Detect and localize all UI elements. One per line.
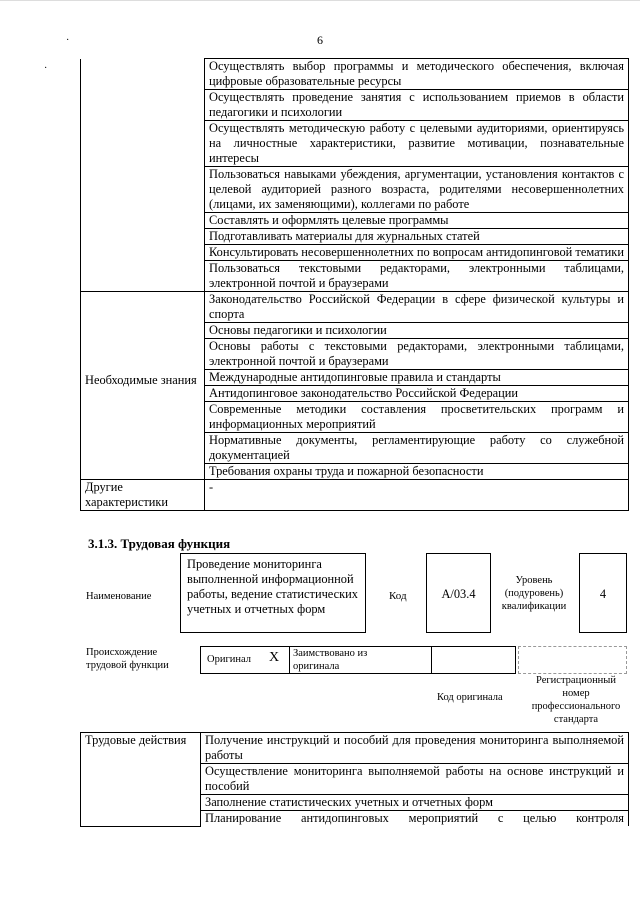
- labor-actions-table: [80, 732, 629, 827]
- knowledge-row: Международные антидопинговые правила и стандарты: [205, 370, 629, 386]
- code-original-label: Код оригинала: [437, 692, 503, 703]
- labor-action-row: Заполнение статистических учетных и отчетных форм: [201, 795, 629, 811]
- level-value-box: [579, 553, 627, 633]
- skill-row: Осуществлять методическую работу с целевыми аудиториями, ориентируясь на личностные характеристики, развитие мотивации, познавательные интересы: [205, 121, 629, 167]
- other-characteristics-label: Другие характеристики: [81, 480, 205, 511]
- scan-top-edge: [0, 0, 640, 2]
- level-value: 4: [599, 587, 607, 601]
- other-characteristics-value: -: [205, 480, 629, 511]
- scan-speck: ·: [44, 63, 48, 74]
- scan-speck: ·: [66, 35, 70, 46]
- knowledge-row: Основы педагогики и психологии: [205, 323, 629, 339]
- skills-knowledge-table: [80, 58, 629, 511]
- labor-action-row: Осуществление мониторинга выполняемой работы на основе инструкций и пособий: [201, 764, 629, 795]
- origin-box: [200, 646, 516, 674]
- skill-row: Подготавливать материалы для журнальных статей: [205, 229, 629, 245]
- knowledge-row: Законодательство Российской Федерации в сфере физической культуры и спорта: [205, 292, 629, 323]
- origin-label: Происхождение трудовой функции: [86, 647, 169, 671]
- knowledge-row: Основы работы с текстовыми редакторами, электронными таблицами, электронной почтой и браузерами: [205, 339, 629, 370]
- section-title: 3.1.3. Трудовая функция: [88, 536, 231, 551]
- skill-row: Осуществлять выбор программы и методического обеспечения, включая цифровые образовательные ресурсы: [205, 59, 629, 90]
- skills-label-cell: [81, 59, 205, 292]
- skill-row: Составлять и оформлять целевые программы: [205, 213, 629, 229]
- reg-number-box: [518, 646, 627, 674]
- code-label: Код: [389, 590, 407, 602]
- labor-actions-label: Трудовые действия: [81, 733, 201, 827]
- labor-action-row: Получение инструкций и пособий для проведения мониторинга выполняемой работы: [201, 733, 629, 764]
- knowledge-label: Необходимые знания: [81, 292, 205, 480]
- skill-row: Консультировать несовершеннолетних по вопросам антидопинговой тематики: [205, 245, 629, 261]
- skill-row: Пользоваться текстовыми редакторами, электронными таблицами, электронной почтой и браузерами: [205, 261, 629, 292]
- name-value: Проведение мониторинга выполненной информационной работы, ведение статистических учетных и отчетных форм: [187, 557, 358, 616]
- skill-row: Осуществлять проведение занятия с использованием приемов в области педагогики и психологии: [205, 90, 629, 121]
- code-value: А/03.4: [441, 587, 476, 601]
- reg-number-label: Регистрационный номер профессионального стандарта: [531, 675, 621, 725]
- original-mark: X: [269, 650, 280, 665]
- knowledge-row: Требования охраны труда и пожарной безопасности: [205, 464, 629, 480]
- origin-divider: [289, 647, 290, 673]
- knowledge-row: Современные методики составления просветительских программ и информационных мероприятий: [205, 402, 629, 433]
- code-value-box: [426, 553, 491, 633]
- knowledge-row: Нормативные документы, регламентирующие работу со служебной документацией: [205, 433, 629, 464]
- knowledge-row: Антидопинговое законодательство Российской Федерации: [205, 386, 629, 402]
- origin-divider: [431, 647, 432, 673]
- labor-action-row: Планирование антидопинговых мероприятий с целью контроля: [201, 811, 629, 827]
- original-label: Оригинал: [207, 654, 251, 665]
- name-value-box: [180, 553, 366, 633]
- page-number: 6: [317, 33, 323, 47]
- name-label: Наименование: [86, 591, 152, 602]
- level-label: Уровень (подуровень) квалификации: [501, 575, 567, 612]
- skill-row: Пользоваться навыками убеждения, аргументации, установления контактов с целевой аудиторией разного возраста, родителями несовершеннолетних (лицами, их заменяющими), коллегами по работе: [205, 167, 629, 213]
- borrowed-label: Заимствовано из оригинала: [293, 648, 368, 672]
